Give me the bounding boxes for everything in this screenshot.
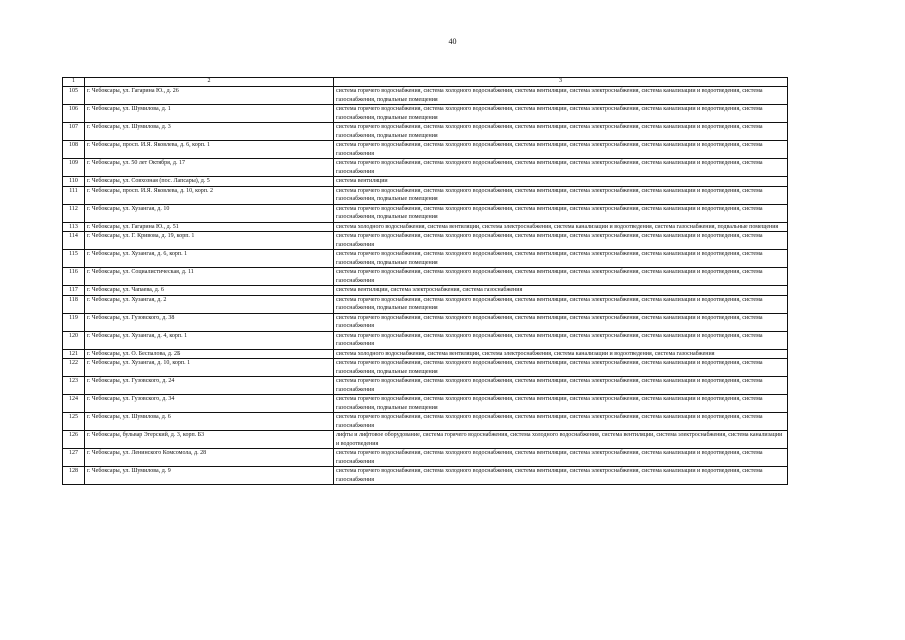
- table-row: [63, 286, 788, 296]
- row-number-cell: 119: [63, 313, 85, 331]
- row-number-cell: 118: [63, 295, 85, 313]
- systems-cell: система горячего водоснабжения, система холодного водоснабжения, система вентиляции, система электроснабжения, система канализации и водоотведения, система газоснабжения, подвальные помещения: [334, 105, 788, 123]
- row-number-cell: 115: [63, 250, 85, 268]
- table-row: [63, 395, 788, 413]
- column-header-number: 1: [63, 78, 85, 87]
- row-number-cell: 126: [63, 431, 85, 449]
- table-row: [63, 413, 788, 431]
- systems-cell: система вентиляции, система электроснабжения, система газоснабжения: [334, 286, 788, 296]
- address-cell: г. Чебоксары, ул. Шумилова, д. 6: [85, 413, 334, 431]
- row-number-cell: 125: [63, 413, 85, 431]
- table-row: [63, 268, 788, 286]
- address-cell: г. Чебоксары, ул. 50 лет Октября, д. 17: [85, 159, 334, 177]
- address-cell: г. Чебоксары, ул. Хузангая, д. 6, корп. 1: [85, 250, 334, 268]
- row-number-cell: 108: [63, 141, 85, 159]
- systems-cell: система вентиляции: [334, 177, 788, 187]
- address-cell: г. Чебоксары, ул. Хузангая, д. 10, корп. 1: [85, 359, 334, 377]
- address-cell: г. Чебоксары, ул. Социалистическая, д. 11: [85, 268, 334, 286]
- row-number-cell: 121: [63, 349, 85, 359]
- systems-cell: система горячего водоснабжения, система холодного водоснабжения, система вентиляции, система электроснабжения, система канализации и водоотведения, система газоснабжения, подвальные помещения: [334, 395, 788, 413]
- table-row: [63, 431, 788, 449]
- address-cell: г. Чебоксары, ул. Ленинского Комсомола, д. 28: [85, 449, 334, 467]
- row-number-cell: 109: [63, 159, 85, 177]
- row-number-cell: 117: [63, 286, 85, 296]
- table-row: [63, 467, 788, 485]
- table-row: [63, 359, 788, 377]
- address-cell: г. Чебоксары, ул. Гузовского, д. 24: [85, 377, 334, 395]
- address-cell: г. Чебоксары, просп. И.Я. Яковлева, д. 6, корп. 1: [85, 141, 334, 159]
- systems-cell: система горячего водоснабжения, система холодного водоснабжения, система вентиляции, система электроснабжения, система канализации и водоотведения, система газоснабжения, подвальные помещения: [334, 295, 788, 313]
- address-cell: г. Чебоксары, ул. Гузовского, д. 38: [85, 313, 334, 331]
- column-header-address: 2: [85, 78, 334, 87]
- row-number-cell: 110: [63, 177, 85, 187]
- address-cell: г. Чебоксары, ул. Шумилова, д. 3: [85, 123, 334, 141]
- row-number-cell: 122: [63, 359, 85, 377]
- table-row: [63, 222, 788, 232]
- table-row: [63, 232, 788, 250]
- row-number-cell: 107: [63, 123, 85, 141]
- address-cell: г. Чебоксары, ул. Гагарина Ю., д. 51: [85, 222, 334, 232]
- systems-cell: система холодного водоснабжения, система вентиляции, система электроснабжения, система канализации и водоотведения, система газоснабжения: [334, 349, 788, 359]
- systems-cell: система горячего водоснабжения, система холодного водоснабжения, система вентиляции, система электроснабжения, система канализации и водоотведения, система газоснабжения: [334, 467, 788, 485]
- table-row: [63, 449, 788, 467]
- systems-cell: система горячего водоснабжения, система холодного водоснабжения, система вентиляции, система электроснабжения, система канализации и водоотведения, система газоснабжения: [334, 232, 788, 250]
- systems-cell: система горячего водоснабжения, система холодного водоснабжения, система вентиляции, система электроснабжения, система канализации и водоотведения, система газоснабжения: [334, 413, 788, 431]
- address-cell: г. Чебоксары, ул. Шумилова, д. 9: [85, 467, 334, 485]
- table-row: [63, 331, 788, 349]
- table-row: [63, 295, 788, 313]
- address-cell: г. Чебоксары, ул. Гагарина Ю., д. 26: [85, 87, 334, 105]
- systems-cell: система горячего водоснабжения, система холодного водоснабжения, система вентиляции, система электроснабжения, система канализации и водоотведения, система газоснабжения: [334, 313, 788, 331]
- systems-cell: система горячего водоснабжения, система холодного водоснабжения, система вентиляции, система электроснабжения, система канализации и водоотведения, система газоснабжения: [334, 377, 788, 395]
- buildings-table: [62, 77, 788, 485]
- address-cell: г. Чебоксары, ул. Чапаева, д. 6: [85, 286, 334, 296]
- address-cell: г. Чебоксары, ул. Хузангая, д. 2: [85, 295, 334, 313]
- systems-cell: система горячего водоснабжения, система холодного водоснабжения, система вентиляции, система электроснабжения, система канализации и водоотведения, система газоснабжения: [334, 449, 788, 467]
- table-row: [63, 186, 788, 204]
- column-header-systems: 3: [334, 78, 788, 87]
- row-number-cell: 111: [63, 186, 85, 204]
- row-number-cell: 120: [63, 331, 85, 349]
- address-cell: г. Чебоксары, просп. И.Я. Яковлева, д. 10, корп. 2: [85, 186, 334, 204]
- table-row: [63, 377, 788, 395]
- table-row: [63, 105, 788, 123]
- row-number-cell: 105: [63, 87, 85, 105]
- systems-cell: система горячего водоснабжения, система холодного водоснабжения, система вентиляции, система электроснабжения, система канализации и водоотведения, система газоснабжения, подвальные помещения: [334, 87, 788, 105]
- table-row: [63, 204, 788, 222]
- table-row: [63, 349, 788, 359]
- systems-cell: система горячего водоснабжения, система холодного водоснабжения, система вентиляции, система электроснабжения, система канализации и водоотведения, система газоснабжения, подвальные помещения: [334, 186, 788, 204]
- systems-cell: система горячего водоснабжения, система холодного водоснабжения, система вентиляции, система электроснабжения, система канализации и водоотведения, система газоснабжения, подвальные помещения: [334, 359, 788, 377]
- table-row: [63, 177, 788, 187]
- row-number-cell: 123: [63, 377, 85, 395]
- row-number-cell: 127: [63, 449, 85, 467]
- systems-cell: система горячего водоснабжения, система холодного водоснабжения, система вентиляции, система электроснабжения, система канализации и водоотведения, система газоснабжения: [334, 141, 788, 159]
- address-cell: г. Чебоксары, ул. Хузангая, д. 10: [85, 204, 334, 222]
- row-number-cell: 128: [63, 467, 85, 485]
- systems-cell: система горячего водоснабжения, система холодного водоснабжения, система вентиляции, система электроснабжения, система канализации и водоотведения, система газоснабжения: [334, 331, 788, 349]
- systems-cell: система горячего водоснабжения, система холодного водоснабжения, система вентиляции, система электроснабжения, система канализации и водоотведения, система газоснабжения: [334, 159, 788, 177]
- table-row: [63, 141, 788, 159]
- row-number-cell: 116: [63, 268, 85, 286]
- systems-cell: лифты и лифтовое оборудование, система горячего водоснабжения, система холодного водоснабжения, система вентиляции, система электроснабжения, система канализации и водоотведения: [334, 431, 788, 449]
- table-row: [63, 250, 788, 268]
- table-row: [63, 313, 788, 331]
- row-number-cell: 112: [63, 204, 85, 222]
- address-cell: г. Чебоксары, бульвар Эгерский, д. 3, корп. Б3: [85, 431, 334, 449]
- table-header-row: [63, 78, 788, 87]
- systems-cell: система горячего водоснабжения, система холодного водоснабжения, система вентиляции, система электроснабжения, система канализации и водоотведения, система газоснабжения: [334, 268, 788, 286]
- address-cell: г. Чебоксары, ул. Совхозная (пос. Лапсары), д. 5: [85, 177, 334, 187]
- page-number: 40: [448, 37, 457, 46]
- address-cell: г. Чебоксары, ул. Гузовского, д. 34: [85, 395, 334, 413]
- systems-cell: система холодного водоснабжения, система вентиляции, система электроснабжения, система канализации и водоотведения, система газоснабжения, подвальные помещения: [334, 222, 788, 232]
- row-number-cell: 124: [63, 395, 85, 413]
- address-cell: г. Чебоксары, ул. Шумилова, д. 1: [85, 105, 334, 123]
- address-cell: г. Чебоксары, ул. О. Беспалова, д. 2Б: [85, 349, 334, 359]
- row-number-cell: 113: [63, 222, 85, 232]
- systems-cell: система горячего водоснабжения, система холодного водоснабжения, система вентиляции, система электроснабжения, система канализации и водоотведения, система газоснабжения, подвальные помещения: [334, 123, 788, 141]
- row-number-cell: 114: [63, 232, 85, 250]
- address-cell: г. Чебоксары, ул. Хузангая, д. 4, корп. 1: [85, 331, 334, 349]
- address-cell: г. Чебоксары, ул. Г. Кривова, д. 19, корп. 1: [85, 232, 334, 250]
- systems-cell: система горячего водоснабжения, система холодного водоснабжения, система вентиляции, система электроснабжения, система канализации и водоотведения, система газоснабжения, подвальные помещения: [334, 250, 788, 268]
- row-number-cell: 106: [63, 105, 85, 123]
- table-row: [63, 123, 788, 141]
- systems-cell: система горячего водоснабжения, система холодного водоснабжения, система вентиляции, система электроснабжения, система канализации и водоотведения, система газоснабжения, подвальные помещения: [334, 204, 788, 222]
- table-row: [63, 159, 788, 177]
- table-row: [63, 87, 788, 105]
